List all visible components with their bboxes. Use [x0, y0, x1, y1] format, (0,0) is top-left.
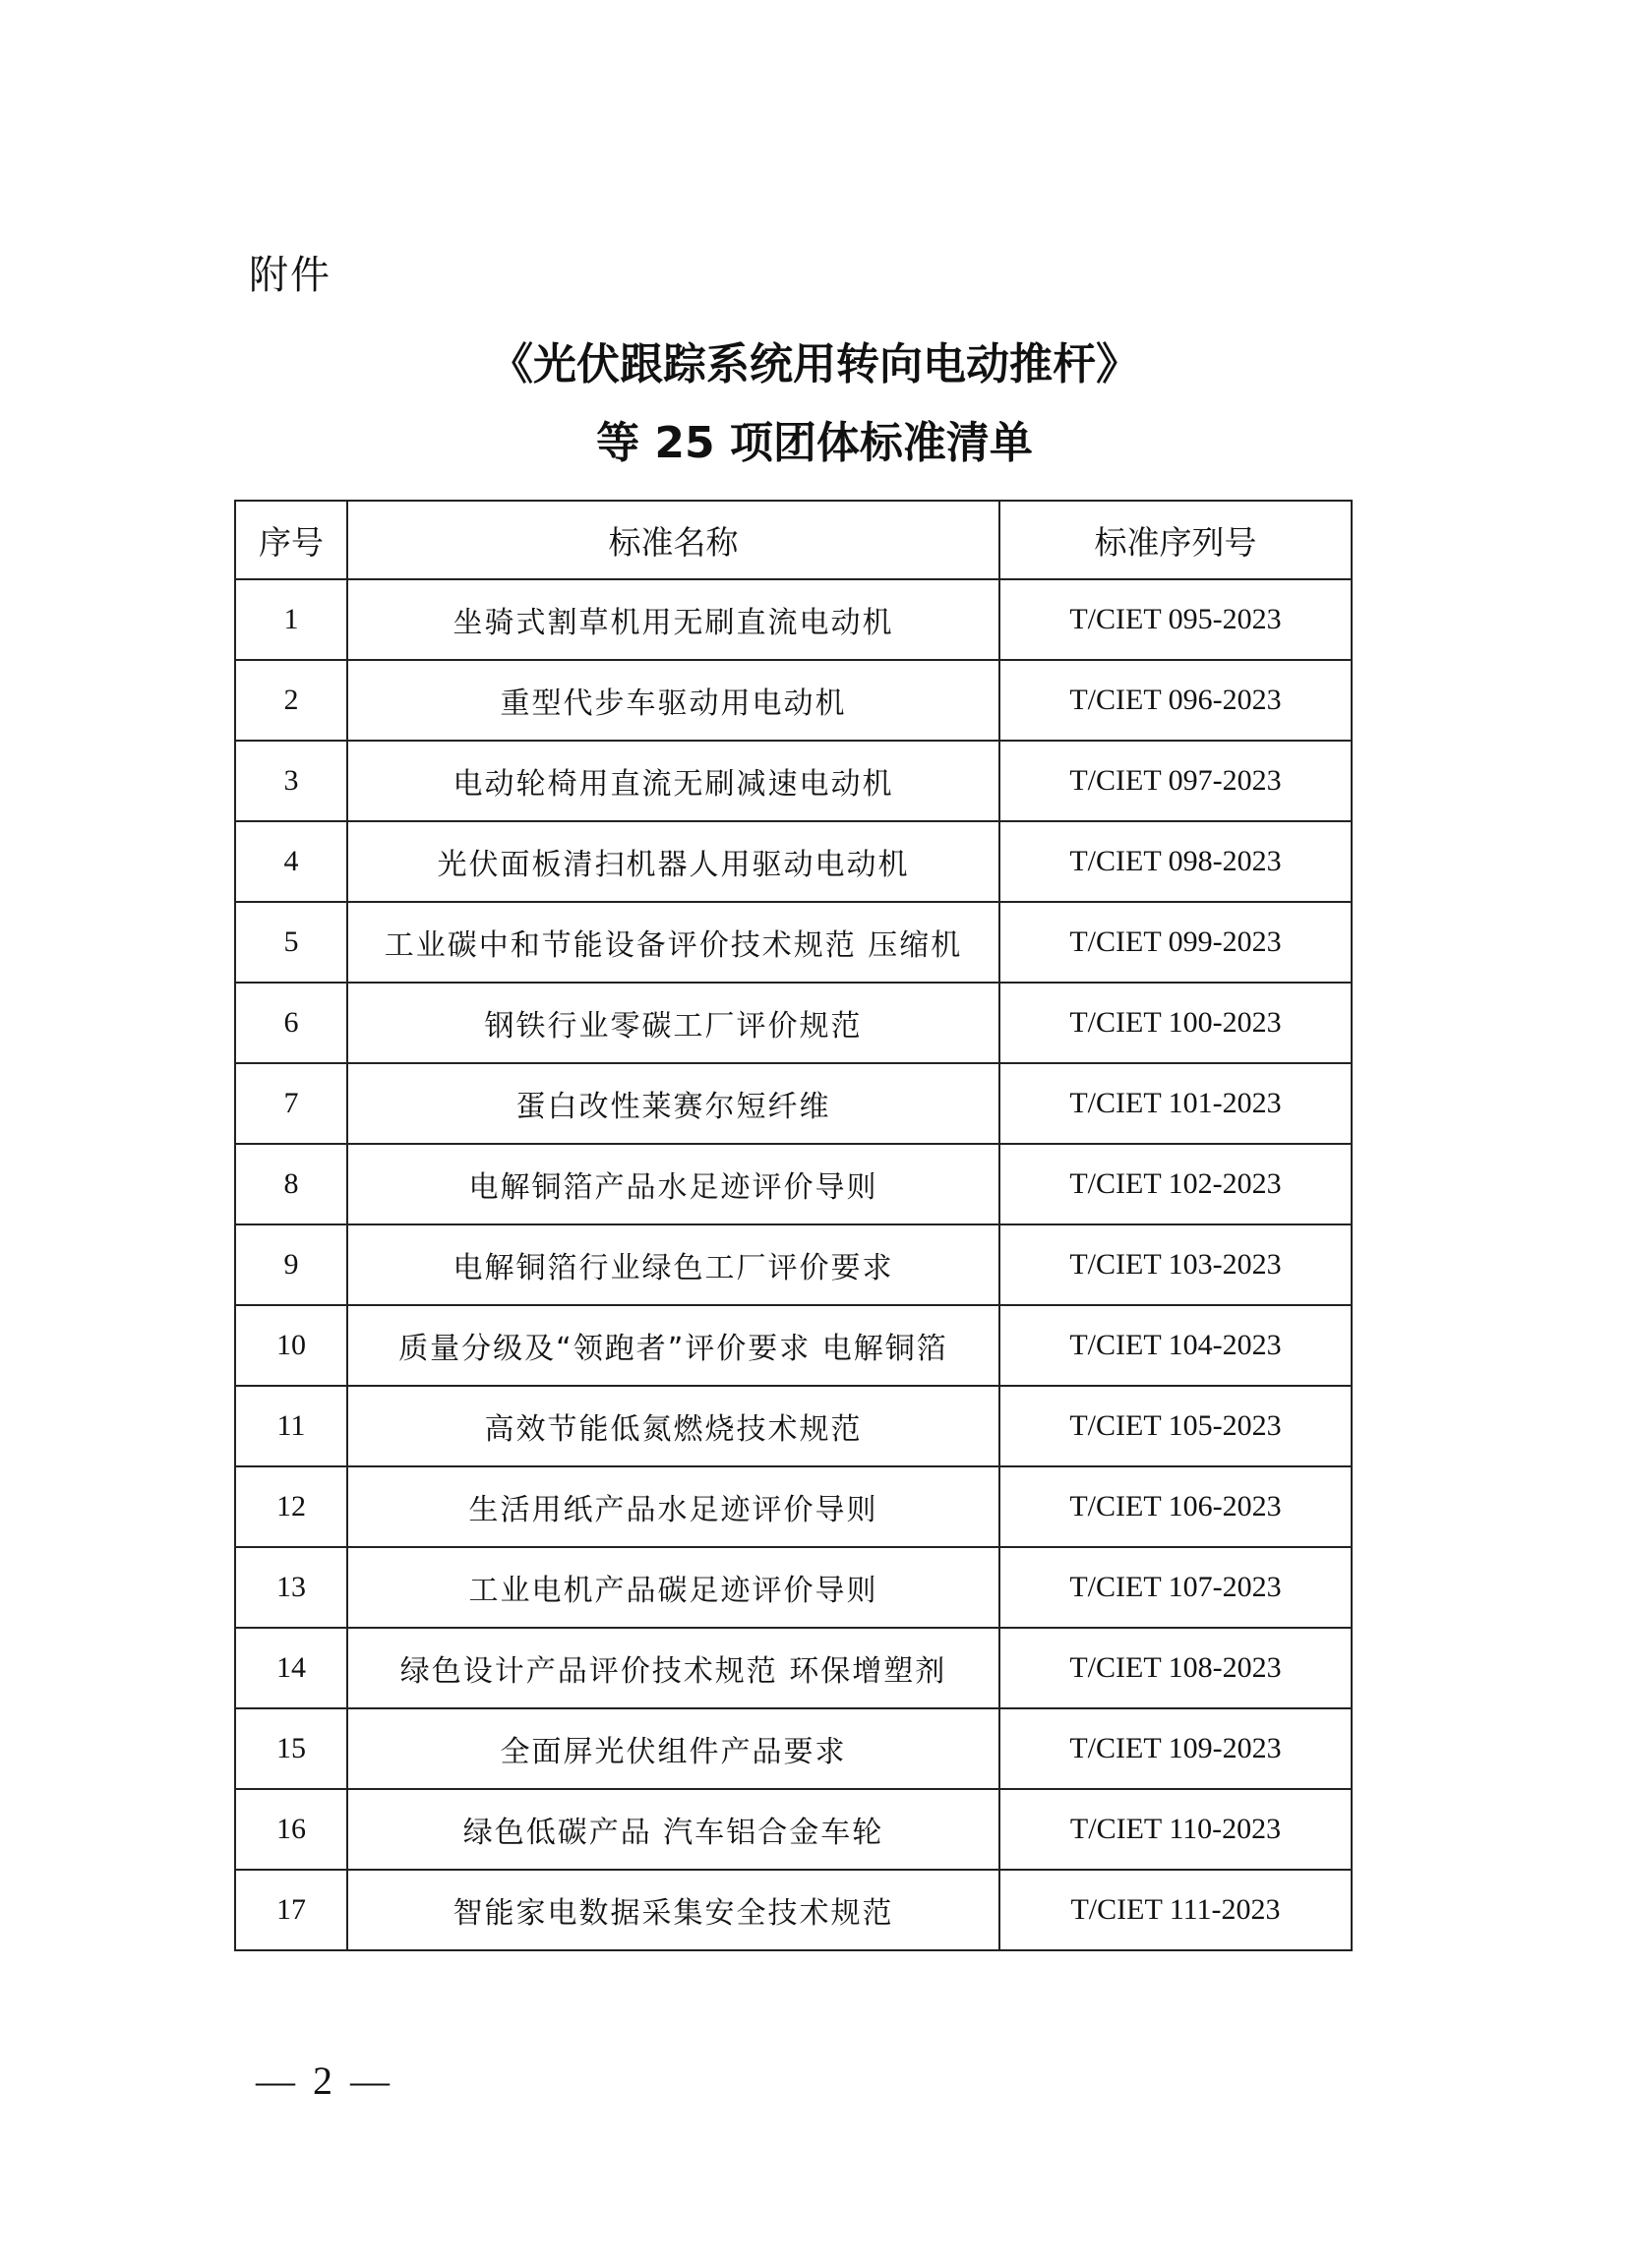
row-no: 16: [235, 1789, 347, 1870]
row-name: 智能家电数据采集安全技术规范: [347, 1870, 999, 1950]
row-serial: T/CIET 095-2023: [999, 579, 1352, 660]
row-no: 2: [235, 660, 347, 741]
row-no: 17: [235, 1870, 347, 1950]
table-row: [235, 1063, 1352, 1144]
table-header-row: [235, 501, 1352, 579]
row-no: 1: [235, 579, 347, 660]
row-name: 电解铜箔产品水足迹评价导则: [347, 1144, 999, 1224]
standards-table: [234, 500, 1353, 1951]
row-name: 生活用纸产品水足迹评价导则: [347, 1466, 999, 1547]
table-row: [235, 902, 1352, 983]
row-serial: T/CIET 100-2023: [999, 983, 1352, 1063]
table-row: [235, 983, 1352, 1063]
row-no: 8: [235, 1144, 347, 1224]
row-serial: T/CIET 103-2023: [999, 1224, 1352, 1305]
row-name: 绿色设计产品评价技术规范 环保增塑剂: [347, 1628, 999, 1708]
row-name: 光伏面板清扫机器人用驱动电动机: [347, 821, 999, 902]
row-serial: T/CIET 108-2023: [999, 1628, 1352, 1708]
row-serial: T/CIET 110-2023: [999, 1789, 1352, 1870]
document-title-line2: 等 25 项团体标准清单: [596, 418, 1033, 468]
row-name: 全面屏光伏组件产品要求: [347, 1708, 999, 1789]
document-title-line1: 《光伏跟踪系统用转向电动推杆》: [490, 339, 1139, 389]
row-name: 钢铁行业零碳工厂评价规范: [347, 983, 999, 1063]
page-number: — 2 —: [256, 2059, 393, 2103]
table-row: [235, 1224, 1352, 1305]
row-serial: T/CIET 107-2023: [999, 1547, 1352, 1628]
row-serial: T/CIET 101-2023: [999, 1063, 1352, 1144]
row-name: 质量分级及“领跑者”评价要求 电解铜箔: [347, 1305, 999, 1386]
row-name: 坐骑式割草机用无刷直流电动机: [347, 579, 999, 660]
table-row: [235, 821, 1352, 902]
attachment-label: 附件: [249, 253, 332, 298]
row-no: 7: [235, 1063, 347, 1144]
row-no: 4: [235, 821, 347, 902]
table-row: [235, 1708, 1352, 1789]
row-serial: T/CIET 102-2023: [999, 1144, 1352, 1224]
header-no: 序号: [235, 501, 347, 579]
row-no: 10: [235, 1305, 347, 1386]
row-name: 重型代步车驱动用电动机: [347, 660, 999, 741]
row-name: 蛋白改性莱赛尔短纤维: [347, 1063, 999, 1144]
row-name: 高效节能低氮燃烧技术规范: [347, 1386, 999, 1466]
row-no: 3: [235, 741, 347, 821]
header-serial: 标准序列号: [999, 501, 1352, 579]
row-no: 9: [235, 1224, 347, 1305]
row-no: 15: [235, 1708, 347, 1789]
row-serial: T/CIET 111-2023: [999, 1870, 1352, 1950]
row-name: 绿色低碳产品 汽车铝合金车轮: [347, 1789, 999, 1870]
table-row: [235, 1466, 1352, 1547]
table-row: [235, 741, 1352, 821]
row-name: 工业碳中和节能设备评价技术规范 压缩机: [347, 902, 999, 983]
table-row: [235, 1305, 1352, 1386]
table-row: [235, 1870, 1352, 1950]
row-name: 工业电机产品碳足迹评价导则: [347, 1547, 999, 1628]
row-serial: T/CIET 106-2023: [999, 1466, 1352, 1547]
row-no: 11: [235, 1386, 347, 1466]
row-serial: T/CIET 109-2023: [999, 1708, 1352, 1789]
table-row: [235, 1386, 1352, 1466]
row-no: 5: [235, 902, 347, 983]
table-row: [235, 1628, 1352, 1708]
row-serial: T/CIET 099-2023: [999, 902, 1352, 983]
row-no: 12: [235, 1466, 347, 1547]
row-no: 6: [235, 983, 347, 1063]
table-row: [235, 1547, 1352, 1628]
row-name: 电动轮椅用直流无刷减速电动机: [347, 741, 999, 821]
row-no: 14: [235, 1628, 347, 1708]
row-serial: T/CIET 104-2023: [999, 1305, 1352, 1386]
row-serial: T/CIET 096-2023: [999, 660, 1352, 741]
table-row: [235, 1789, 1352, 1870]
row-no: 13: [235, 1547, 347, 1628]
row-name: 电解铜箔行业绿色工厂评价要求: [347, 1224, 999, 1305]
row-serial: T/CIET 105-2023: [999, 1386, 1352, 1466]
row-serial: T/CIET 098-2023: [999, 821, 1352, 902]
row-serial: T/CIET 097-2023: [999, 741, 1352, 821]
table-body: [235, 579, 1352, 1950]
table-row: [235, 660, 1352, 741]
table-row: [235, 1144, 1352, 1224]
table-row: [235, 579, 1352, 660]
header-name: 标准名称: [347, 501, 999, 579]
